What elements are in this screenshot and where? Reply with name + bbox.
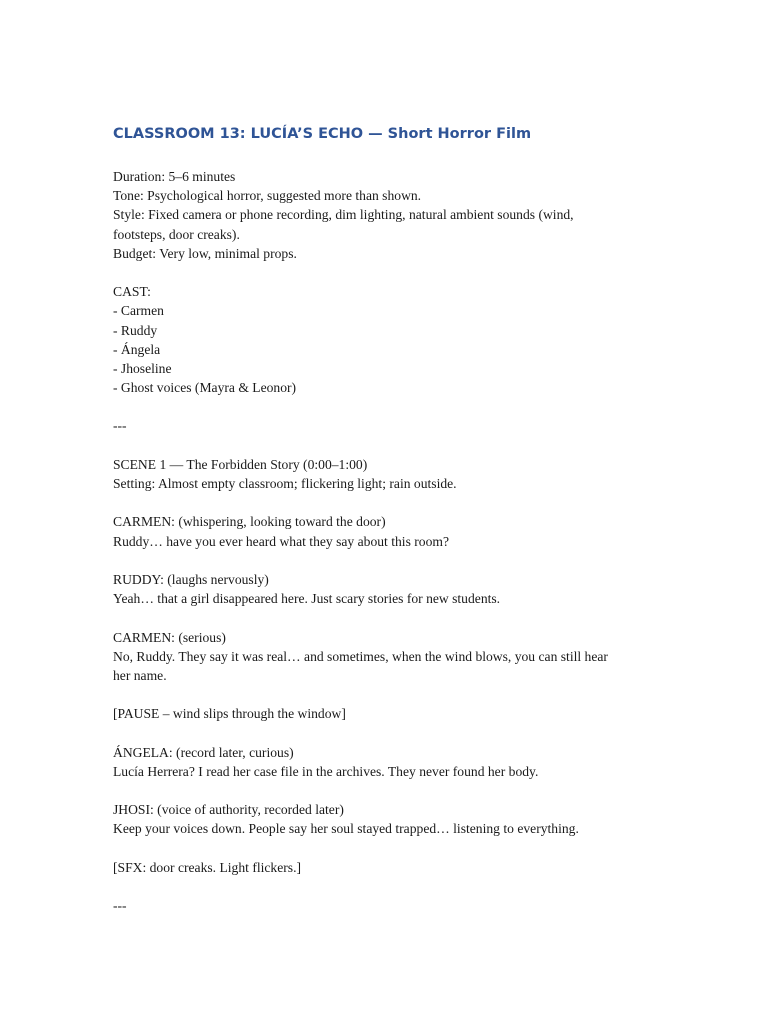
blank-line — [113, 839, 653, 858]
blank-line — [113, 877, 653, 896]
blank-line — [113, 263, 653, 282]
script-line: footsteps, door creaks). — [113, 226, 240, 242]
script-line: RUDDY: (laughs nervously) — [113, 571, 269, 587]
script-line: - Ruddy — [113, 322, 158, 338]
script-line: CARMEN: (serious) — [113, 629, 226, 645]
script-line: Yeah… that a girl disappeared here. Just scary stories for new students. — [113, 591, 501, 607]
document-title: CLASSROOM 13: LUCÍA’S ECHO — Short Horror Film — [113, 126, 532, 142]
script-line: JHOSI: (voice of authority, recorded later) — [113, 802, 344, 818]
script-line: - Ghost voices (Mayra & Leonor) — [113, 380, 297, 396]
script-line: Ruddy… have you ever heard what they say about this room? — [113, 533, 449, 549]
script-line: CARMEN: (whispering, looking toward the door) — [113, 514, 386, 530]
script-line: Keep your voices down. People say her soul stayed trapped… listening to everything. — [113, 821, 579, 837]
script-line: Tone: Psychological horror, suggested more than shown. — [113, 188, 422, 204]
blank-line — [113, 685, 653, 704]
script-line: Duration: 5–6 minutes — [113, 169, 236, 184]
blank-line — [113, 723, 653, 742]
script-body — [113, 167, 653, 915]
script-line: Budget: Very low, minimal props. — [113, 245, 297, 261]
blank-line — [113, 608, 653, 627]
script-line: Setting: Almost empty classroom; flickering light; rain outside. — [113, 476, 457, 491]
script-line: - Carmen — [113, 303, 164, 319]
script-line: - Ángela — [113, 341, 161, 357]
script-line: --- — [113, 418, 127, 434]
blank-line — [113, 493, 653, 512]
script-line: [PAUSE – wind slips through the window] — [113, 706, 346, 722]
blank-line — [113, 397, 653, 416]
script-line: Lucía Herrera? I read her case file in the archives. They never found her body. — [113, 763, 539, 779]
script-line: No, Ruddy. They say it was real… and sometimes, when the wind blows, you can still hear — [113, 648, 608, 664]
script-line: ÁNGELA: (record later, curious) — [113, 744, 294, 760]
script-line: CAST: — [113, 284, 151, 300]
script-line: Style: Fixed camera or phone recording, dim lighting, natural ambient sounds (wind, — [113, 207, 574, 223]
script-line: --- — [113, 898, 127, 914]
blank-line — [113, 436, 653, 455]
script-line: - Jhoseline — [113, 360, 172, 376]
blank-line — [113, 781, 653, 800]
blank-line — [113, 551, 653, 570]
script-line: [SFX: door creaks. Light flickers.] — [113, 859, 302, 875]
script-line: SCENE 1 — The Forbidden Story (0:00–1:00) — [113, 456, 368, 472]
script-line: her name. — [113, 667, 167, 683]
